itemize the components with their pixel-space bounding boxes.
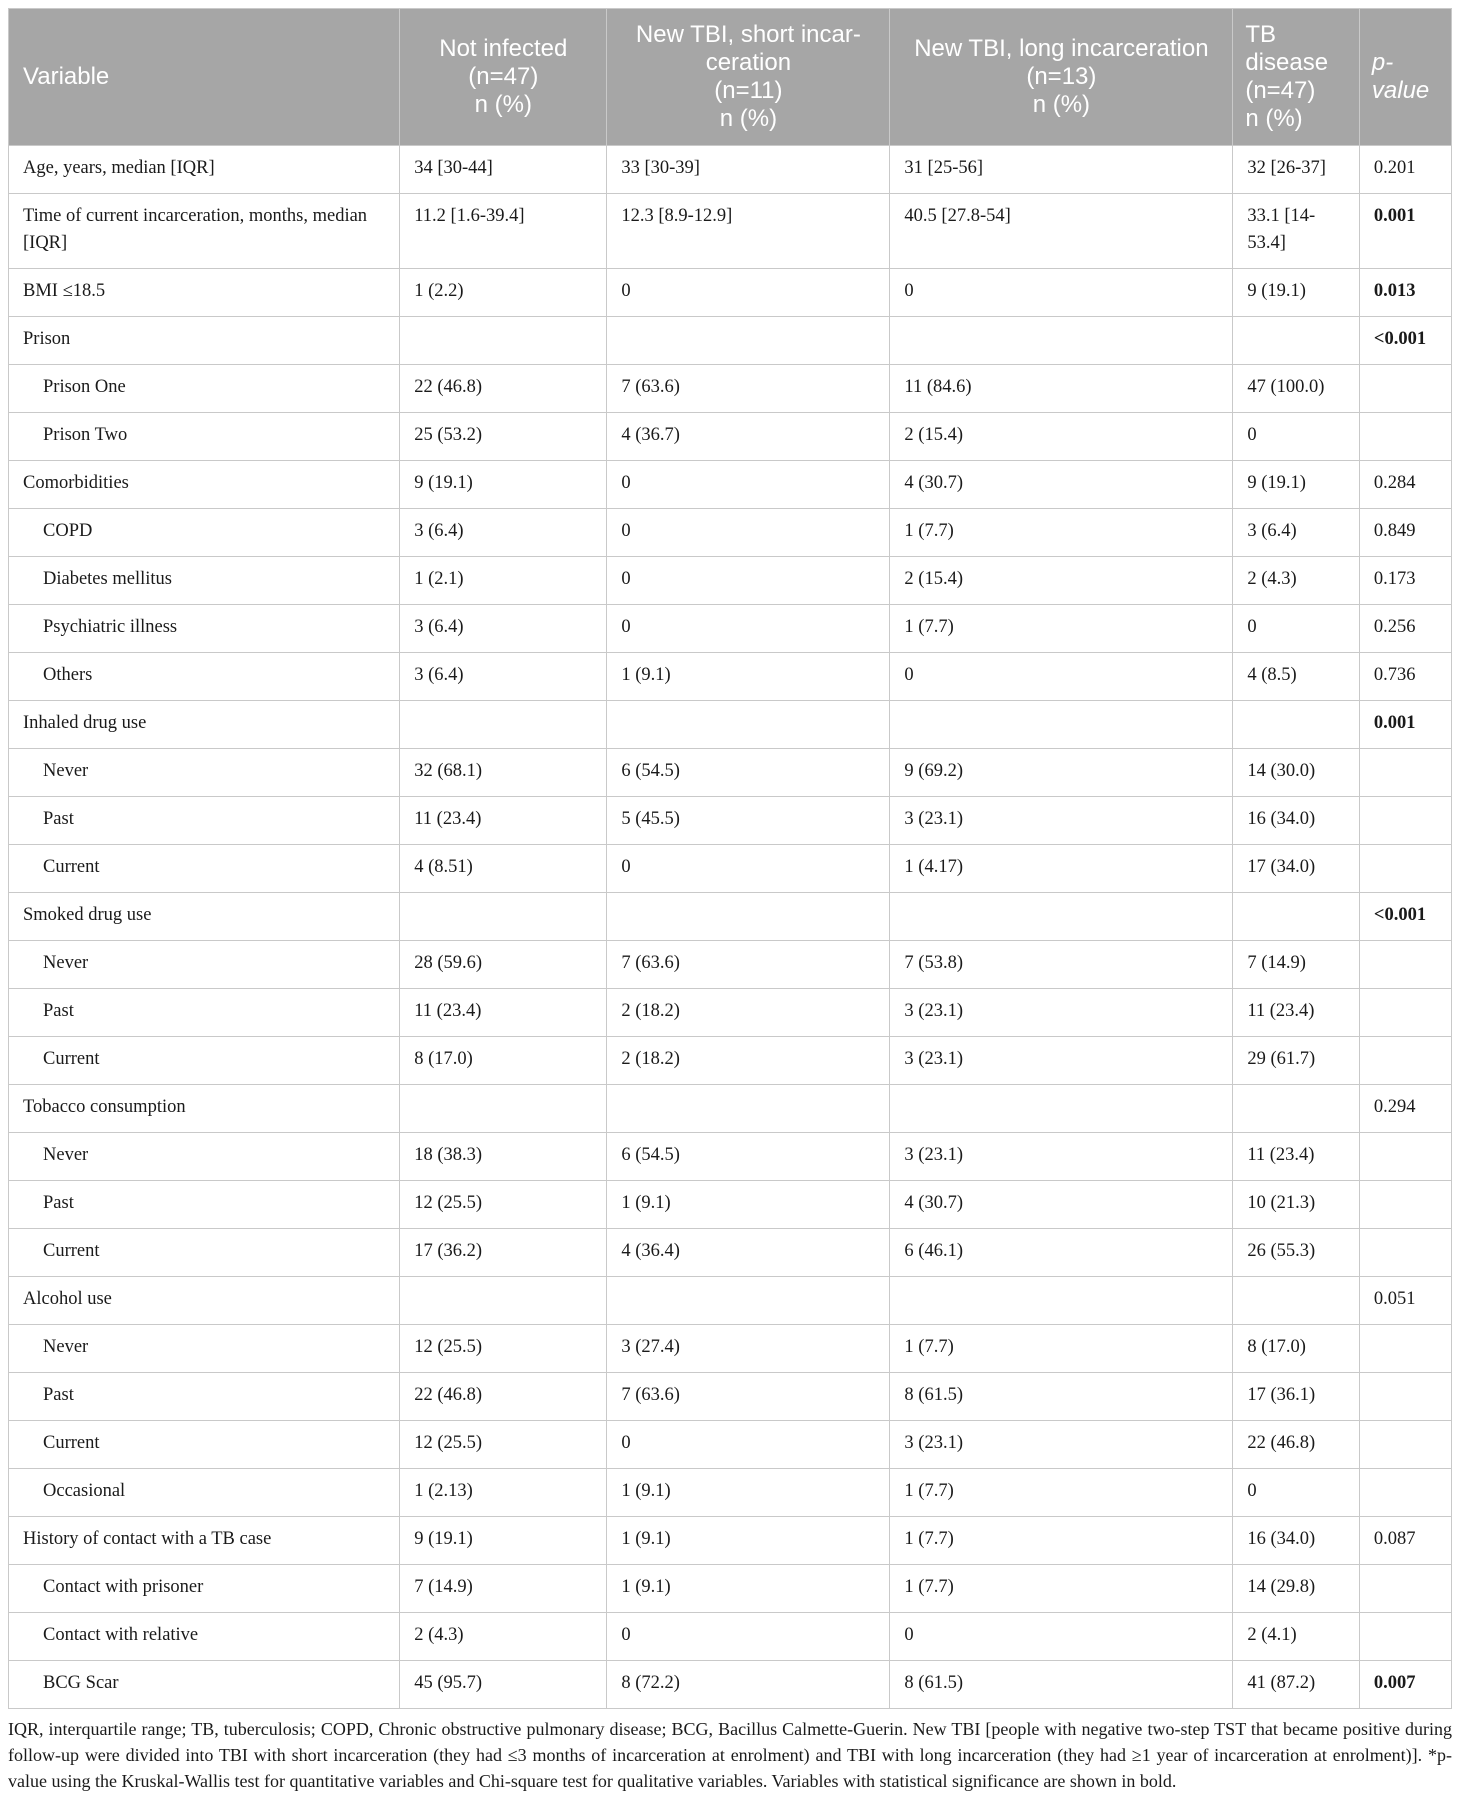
- table-row: [9, 1037, 1452, 1085]
- cell-p-value: 0.007: [1359, 1661, 1451, 1709]
- cell-not-infected: 22 (46.8): [400, 1373, 607, 1421]
- cell-p-value: [1359, 1469, 1451, 1517]
- cell-short-incarceration: [607, 701, 890, 749]
- table-row: [9, 605, 1452, 653]
- cell-tb-disease: 0: [1233, 1469, 1360, 1517]
- cell-tb-disease: 14 (30.0): [1233, 749, 1360, 797]
- cell-not-infected: 18 (38.3): [400, 1133, 607, 1181]
- table-row: [9, 845, 1452, 893]
- cell-short-incarceration: [607, 1085, 890, 1133]
- table-row: [9, 146, 1452, 194]
- cell-short-incarceration: 6 (54.5): [607, 749, 890, 797]
- cell-tb-disease: [1233, 1277, 1360, 1325]
- cell-tb-disease: [1233, 701, 1360, 749]
- cell-short-incarceration: 1 (9.1): [607, 1181, 890, 1229]
- header-variable-text: Variable: [23, 63, 110, 90]
- cell-p-value: [1359, 1421, 1451, 1469]
- row-label: Prison Two: [9, 413, 400, 461]
- cell-short-incarceration: 6 (54.5): [607, 1133, 890, 1181]
- row-label: Psychiatric illness: [9, 605, 400, 653]
- table-row: [9, 509, 1452, 557]
- cell-short-incarceration: 0: [607, 557, 890, 605]
- cell-long-incarceration: 4 (30.7): [890, 1181, 1233, 1229]
- cell-p-value: [1359, 797, 1451, 845]
- table-row: [9, 1181, 1452, 1229]
- table-row: [9, 1229, 1452, 1277]
- cell-long-incarceration: 4 (30.7): [890, 461, 1233, 509]
- row-label: Others: [9, 653, 400, 701]
- header-line: ceration: [705, 49, 792, 76]
- cell-not-infected: 45 (95.7): [400, 1661, 607, 1709]
- cell-long-incarceration: 31 [25-56]: [890, 146, 1233, 194]
- header-line: p-: [1371, 49, 1394, 76]
- cell-tb-disease: 16 (34.0): [1233, 797, 1360, 845]
- cell-p-value: 0.001: [1359, 194, 1451, 269]
- cell-p-value: [1359, 1229, 1451, 1277]
- cell-p-value: 0.849: [1359, 509, 1451, 557]
- cell-tb-disease: 14 (29.8): [1233, 1565, 1360, 1613]
- row-label: Never: [9, 941, 400, 989]
- cell-tb-disease: 10 (21.3): [1233, 1181, 1360, 1229]
- cell-long-incarceration: 3 (23.1): [890, 1133, 1233, 1181]
- row-label: COPD: [9, 509, 400, 557]
- cell-long-incarceration: 2 (15.4): [890, 557, 1233, 605]
- table-row: [9, 701, 1452, 749]
- cell-not-infected: 22 (46.8): [400, 365, 607, 413]
- cell-p-value: [1359, 1565, 1451, 1613]
- cell-not-infected: [400, 317, 607, 365]
- table-row: [9, 269, 1452, 317]
- row-label: Past: [9, 1181, 400, 1229]
- table-row: [9, 413, 1452, 461]
- header-line: Not infected: [439, 35, 568, 62]
- cell-long-incarceration: 1 (7.7): [890, 509, 1233, 557]
- cell-tb-disease: 47 (100.0): [1233, 365, 1360, 413]
- header-line: n (%): [1032, 91, 1091, 118]
- header-long-incarceration: [890, 9, 1233, 146]
- cell-long-incarceration: [890, 1085, 1233, 1133]
- cell-short-incarceration: 12.3 [8.9-12.9]: [607, 194, 890, 269]
- cell-short-incarceration: [607, 1277, 890, 1325]
- row-label: Tobacco consumption: [9, 1085, 400, 1133]
- table-row: [9, 749, 1452, 797]
- header-line: (n=47): [1245, 77, 1316, 104]
- cell-p-value: [1359, 941, 1451, 989]
- row-label: Contact with relative: [9, 1613, 400, 1661]
- table-row: [9, 1085, 1452, 1133]
- cell-p-value: 0.736: [1359, 653, 1451, 701]
- row-label: Smoked drug use: [9, 893, 400, 941]
- cell-short-incarceration: 0: [607, 1421, 890, 1469]
- cell-p-value: [1359, 1613, 1451, 1661]
- cell-short-incarceration: 7 (63.6): [607, 365, 890, 413]
- table-row: [9, 1469, 1452, 1517]
- table-row: [9, 1133, 1452, 1181]
- cell-p-value: [1359, 1181, 1451, 1229]
- row-label: Current: [9, 1037, 400, 1085]
- header-line: (n=47): [468, 63, 539, 90]
- cell-not-infected: 12 (25.5): [400, 1181, 607, 1229]
- table-row: [9, 1421, 1452, 1469]
- cell-p-value: 0.087: [1359, 1517, 1451, 1565]
- cell-p-value: <0.001: [1359, 317, 1451, 365]
- cell-p-value: [1359, 365, 1451, 413]
- header-line: New TBI, long incarceration: [914, 35, 1209, 62]
- cell-long-incarceration: [890, 701, 1233, 749]
- cell-long-incarceration: 0: [890, 1613, 1233, 1661]
- cell-p-value: 0.051: [1359, 1277, 1451, 1325]
- cell-not-infected: 7 (14.9): [400, 1565, 607, 1613]
- cell-not-infected: [400, 701, 607, 749]
- header-line: n (%): [1245, 105, 1303, 132]
- table-row: [9, 557, 1452, 605]
- table-row: [9, 989, 1452, 1037]
- row-label: Inhaled drug use: [9, 701, 400, 749]
- cell-long-incarceration: [890, 893, 1233, 941]
- cell-tb-disease: 33.1 [14-53.4]: [1233, 194, 1360, 269]
- cell-tb-disease: 9 (19.1): [1233, 461, 1360, 509]
- cell-tb-disease: 11 (23.4): [1233, 989, 1360, 1037]
- row-label: Time of current incarceration, months, median [IQR]: [9, 194, 400, 269]
- table-footnote: IQR, interquartile range; TB, tuberculosis; COPD, Chronic obstructive pulmonary disease; BCG, Bacillus Calmette-Guerin. New TBI [people with negative two-step TST that became positive during follow-up were divided into TBI with short incarceration (they had ≤3 months of incarceration at enrolment) and TBI with long incarceration (they had ≥1 year of incarceration at enrolment)]. *p-value using the Kruskal-Wallis test for quantitative variables and Chi-square test for qualitative variables. Variables with statistical significance are shown in bold.: [8, 1719, 1452, 1791]
- table-row: [9, 194, 1452, 269]
- cell-p-value: 0.001: [1359, 701, 1451, 749]
- cell-p-value: [1359, 1133, 1451, 1181]
- cell-tb-disease: 11 (23.4): [1233, 1133, 1360, 1181]
- table-row: [9, 653, 1452, 701]
- cell-tb-disease: [1233, 1085, 1360, 1133]
- cell-short-incarceration: 5 (45.5): [607, 797, 890, 845]
- cell-long-incarceration: 8 (61.5): [890, 1373, 1233, 1421]
- cell-p-value: [1359, 845, 1451, 893]
- characteristics-table: [8, 8, 1452, 1709]
- cell-not-infected: [400, 893, 607, 941]
- row-label: Past: [9, 989, 400, 1037]
- table-row: [9, 1565, 1452, 1613]
- row-label: Past: [9, 1373, 400, 1421]
- table-body: [9, 146, 1452, 1709]
- cell-tb-disease: 4 (8.5): [1233, 653, 1360, 701]
- cell-p-value: <0.001: [1359, 893, 1451, 941]
- cell-short-incarceration: 1 (9.1): [607, 1565, 890, 1613]
- row-label: Past: [9, 797, 400, 845]
- row-label: Current: [9, 1229, 400, 1277]
- cell-short-incarceration: 2 (18.2): [607, 1037, 890, 1085]
- header-short-incarceration: [607, 9, 890, 146]
- cell-short-incarceration: 7 (63.6): [607, 1373, 890, 1421]
- cell-long-incarceration: 1 (4.17): [890, 845, 1233, 893]
- row-label: Occasional: [9, 1469, 400, 1517]
- row-label: BMI ≤18.5: [9, 269, 400, 317]
- cell-short-incarceration: [607, 317, 890, 365]
- cell-short-incarceration: 1 (9.1): [607, 1517, 890, 1565]
- cell-long-incarceration: 7 (53.8): [890, 941, 1233, 989]
- cell-not-infected: 3 (6.4): [400, 509, 607, 557]
- cell-not-infected: 9 (19.1): [400, 1517, 607, 1565]
- row-label: Alcohol use: [9, 1277, 400, 1325]
- cell-p-value: 0.284: [1359, 461, 1451, 509]
- header-line: New TBI, short incar-: [635, 21, 861, 48]
- header-p-value: [1359, 9, 1451, 146]
- cell-not-infected: 32 (68.1): [400, 749, 607, 797]
- cell-tb-disease: 0: [1233, 413, 1360, 461]
- header-row: [9, 9, 1452, 146]
- cell-short-incarceration: [607, 893, 890, 941]
- cell-long-incarceration: 3 (23.1): [890, 1421, 1233, 1469]
- cell-not-infected: 3 (6.4): [400, 653, 607, 701]
- cell-long-incarceration: 1 (7.7): [890, 1565, 1233, 1613]
- cell-short-incarceration: 0: [607, 461, 890, 509]
- cell-short-incarceration: 0: [607, 269, 890, 317]
- cell-p-value: [1359, 413, 1451, 461]
- cell-tb-disease: 41 (87.2): [1233, 1661, 1360, 1709]
- cell-not-infected: 12 (25.5): [400, 1421, 607, 1469]
- row-label: Prison: [9, 317, 400, 365]
- cell-p-value: 0.201: [1359, 146, 1451, 194]
- table-row: [9, 461, 1452, 509]
- table-row: [9, 1613, 1452, 1661]
- cell-long-incarceration: 1 (7.7): [890, 1517, 1233, 1565]
- cell-tb-disease: 9 (19.1): [1233, 269, 1360, 317]
- cell-not-infected: 4 (8.51): [400, 845, 607, 893]
- cell-p-value: [1359, 1037, 1451, 1085]
- cell-p-value: 0.256: [1359, 605, 1451, 653]
- row-label: Prison One: [9, 365, 400, 413]
- cell-not-infected: 1 (2.2): [400, 269, 607, 317]
- table-row: [9, 1325, 1452, 1373]
- header-tb-disease: [1233, 9, 1360, 146]
- cell-not-infected: 11 (23.4): [400, 989, 607, 1037]
- cell-not-infected: 3 (6.4): [400, 605, 607, 653]
- cell-short-incarceration: 3 (27.4): [607, 1325, 890, 1373]
- cell-long-incarceration: 6 (46.1): [890, 1229, 1233, 1277]
- row-label: Current: [9, 1421, 400, 1469]
- row-label: Age, years, median [IQR]: [9, 146, 400, 194]
- cell-tb-disease: 17 (34.0): [1233, 845, 1360, 893]
- cell-long-incarceration: 0: [890, 269, 1233, 317]
- cell-not-infected: 17 (36.2): [400, 1229, 607, 1277]
- cell-short-incarceration: 7 (63.6): [607, 941, 890, 989]
- cell-tb-disease: 26 (55.3): [1233, 1229, 1360, 1277]
- row-label: History of contact with a TB case: [9, 1517, 400, 1565]
- row-label: Current: [9, 845, 400, 893]
- cell-short-incarceration: 33 [30-39]: [607, 146, 890, 194]
- header-line: n (%): [719, 105, 778, 132]
- cell-not-infected: 11.2 [1.6-39.4]: [400, 194, 607, 269]
- cell-short-incarceration: 4 (36.4): [607, 1229, 890, 1277]
- cell-not-infected: 28 (59.6): [400, 941, 607, 989]
- cell-not-infected: 1 (2.13): [400, 1469, 607, 1517]
- cell-not-infected: 11 (23.4): [400, 797, 607, 845]
- cell-not-infected: 9 (19.1): [400, 461, 607, 509]
- row-label: Never: [9, 1133, 400, 1181]
- table-row: [9, 1661, 1452, 1709]
- cell-long-incarceration: 1 (7.7): [890, 1469, 1233, 1517]
- cell-short-incarceration: 0: [607, 845, 890, 893]
- row-label: Never: [9, 1325, 400, 1373]
- cell-long-incarceration: 3 (23.1): [890, 989, 1233, 1037]
- cell-p-value: [1359, 1325, 1451, 1373]
- cell-tb-disease: 32 [26-37]: [1233, 146, 1360, 194]
- cell-long-incarceration: 40.5 [27.8-54]: [890, 194, 1233, 269]
- cell-short-incarceration: 1 (9.1): [607, 1469, 890, 1517]
- header-not-infected: [400, 9, 607, 146]
- cell-long-incarceration: 3 (23.1): [890, 1037, 1233, 1085]
- cell-short-incarceration: 2 (18.2): [607, 989, 890, 1037]
- cell-not-infected: 12 (25.5): [400, 1325, 607, 1373]
- cell-tb-disease: [1233, 893, 1360, 941]
- cell-tb-disease: 2 (4.1): [1233, 1613, 1360, 1661]
- header-line: disease: [1245, 49, 1329, 76]
- header-line: value: [1371, 77, 1430, 104]
- cell-long-incarceration: 8 (61.5): [890, 1661, 1233, 1709]
- cell-tb-disease: 17 (36.1): [1233, 1373, 1360, 1421]
- cell-long-incarceration: 3 (23.1): [890, 797, 1233, 845]
- cell-short-incarceration: 1 (9.1): [607, 653, 890, 701]
- cell-p-value: [1359, 749, 1451, 797]
- cell-not-infected: 1 (2.1): [400, 557, 607, 605]
- cell-tb-disease: 7 (14.9): [1233, 941, 1360, 989]
- table-row: [9, 941, 1452, 989]
- cell-long-incarceration: 2 (15.4): [890, 413, 1233, 461]
- cell-not-infected: 25 (53.2): [400, 413, 607, 461]
- row-label: Contact with prisoner: [9, 1565, 400, 1613]
- cell-p-value: [1359, 989, 1451, 1037]
- cell-long-incarceration: 1 (7.7): [890, 1325, 1233, 1373]
- cell-long-incarceration: 9 (69.2): [890, 749, 1233, 797]
- cell-tb-disease: 8 (17.0): [1233, 1325, 1360, 1373]
- header-line: n (%): [474, 91, 532, 118]
- cell-tb-disease: [1233, 317, 1360, 365]
- cell-not-infected: 2 (4.3): [400, 1613, 607, 1661]
- cell-long-incarceration: 0: [890, 653, 1233, 701]
- cell-long-incarceration: 1 (7.7): [890, 605, 1233, 653]
- row-label: BCG Scar: [9, 1661, 400, 1709]
- cell-not-infected: [400, 1277, 607, 1325]
- cell-tb-disease: 2 (4.3): [1233, 557, 1360, 605]
- table-row: [9, 1373, 1452, 1421]
- table-row: [9, 365, 1452, 413]
- header-line: (n=13): [1026, 63, 1097, 90]
- cell-not-infected: 8 (17.0): [400, 1037, 607, 1085]
- cell-p-value: 0.173: [1359, 557, 1451, 605]
- cell-short-incarceration: 0: [607, 605, 890, 653]
- cell-tb-disease: 16 (34.0): [1233, 1517, 1360, 1565]
- cell-short-incarceration: 0: [607, 1613, 890, 1661]
- cell-short-incarceration: 8 (72.2): [607, 1661, 890, 1709]
- header-line: (n=11): [714, 77, 783, 104]
- cell-long-incarceration: [890, 317, 1233, 365]
- table-row: [9, 317, 1452, 365]
- cell-tb-disease: 22 (46.8): [1233, 1421, 1360, 1469]
- header-line: TB: [1245, 21, 1276, 48]
- table-row: [9, 1277, 1452, 1325]
- cell-p-value: [1359, 1373, 1451, 1421]
- header-variable: [9, 9, 400, 146]
- table-row: [9, 797, 1452, 845]
- cell-not-infected: [400, 1085, 607, 1133]
- cell-tb-disease: 0: [1233, 605, 1360, 653]
- cell-p-value: 0.013: [1359, 269, 1451, 317]
- row-label: Diabetes mellitus: [9, 557, 400, 605]
- cell-tb-disease: 29 (61.7): [1233, 1037, 1360, 1085]
- table-row: [9, 893, 1452, 941]
- cell-not-infected: 34 [30-44]: [400, 146, 607, 194]
- cell-tb-disease: 3 (6.4): [1233, 509, 1360, 557]
- cell-short-incarceration: 0: [607, 509, 890, 557]
- row-label: Never: [9, 749, 400, 797]
- table-row: [9, 1517, 1452, 1565]
- cell-p-value: 0.294: [1359, 1085, 1451, 1133]
- cell-long-incarceration: 11 (84.6): [890, 365, 1233, 413]
- cell-long-incarceration: [890, 1277, 1233, 1325]
- cell-short-incarceration: 4 (36.7): [607, 413, 890, 461]
- row-label: Comorbidities: [9, 461, 400, 509]
